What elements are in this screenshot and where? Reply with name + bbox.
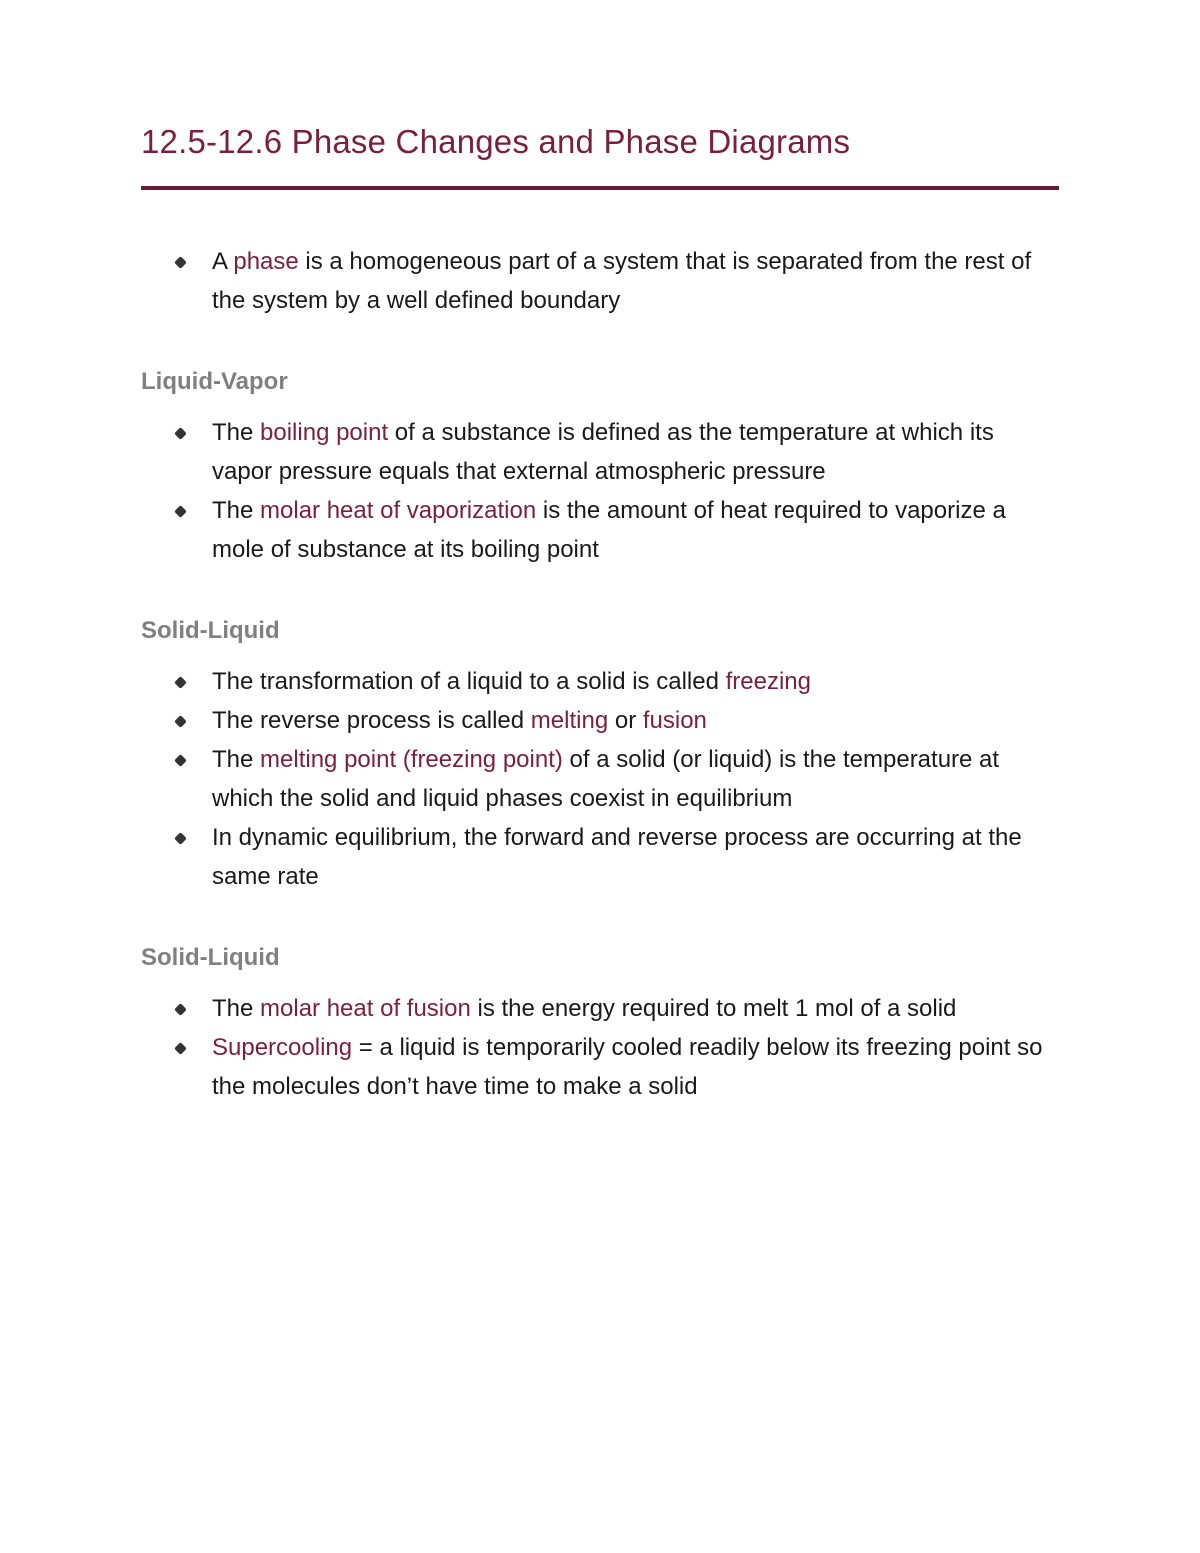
solid-liquid-list-2: [141, 989, 1059, 1106]
bullet-icon: [174, 676, 187, 689]
term-melting-point: melting point (freezing point): [260, 746, 563, 773]
term-fusion: fusion: [642, 707, 707, 734]
list-item-phase: A phase is a homogeneous part of a system that is separated from the rest of the system by a well defined boundary: [141, 242, 1059, 320]
term-melting: melting: [530, 707, 609, 734]
list-item-boiling-point: The boiling point of a substance is defined as the temperature at which its vapor pressure equals that external atmospheric pressure: [141, 413, 1059, 491]
list-item-heat-of-fusion: The molar heat of fusion is the energy required to melt 1 mol of a solid: [141, 989, 1059, 1028]
liquid-vapor-list: [141, 413, 1059, 569]
term-molar-heat-of-fusion: molar heat of fusion: [260, 995, 471, 1022]
section-heading-solid-liquid: Solid-Liquid: [141, 617, 280, 644]
bullet-icon: [174, 754, 187, 767]
document-page: [141, 118, 1059, 1106]
intro-list: [141, 242, 1059, 320]
list-item-heat-of-vaporization: The molar heat of vaporization is the amount of heat required to vaporize a mole of substance at its boiling point: [141, 491, 1059, 569]
section-heading-solid-liquid-2: Solid-Liquid: [141, 944, 280, 971]
bullet-icon: [174, 427, 187, 440]
solid-liquid-list: [141, 662, 1059, 896]
section-heading-liquid-vapor: Liquid-Vapor: [141, 368, 288, 395]
term-freezing: freezing: [725, 668, 811, 695]
bullet-icon: [174, 505, 187, 518]
list-item-dynamic-equilibrium: In dynamic equilibrium, the forward and reverse process are occurring at the same rate: [141, 818, 1059, 896]
document-title: 12.5-12.6 Phase Changes and Phase Diagrams: [141, 123, 851, 160]
term-boiling-point: boiling point: [260, 419, 389, 446]
term-molar-heat-of-vaporization: molar heat of vaporization: [260, 497, 537, 524]
bullet-icon: [174, 256, 187, 269]
list-item-freezing: The transformation of a liquid to a solid is called freezing: [141, 662, 1059, 701]
bullet-icon: [174, 715, 187, 728]
title-divider: [141, 186, 1059, 190]
list-item-supercooling: Supercooling = a liquid is temporarily cooled readily below its freezing point so the molecules don’t have time to make a solid: [141, 1028, 1059, 1106]
bullet-icon: [174, 1042, 187, 1055]
bullet-icon: [174, 832, 187, 845]
list-item-melting: The reverse process is called melting or fusion: [141, 701, 1059, 740]
bullet-icon: [174, 1003, 187, 1016]
term-phase: phase: [233, 248, 299, 275]
list-item-melting-point: The melting point (freezing point) of a solid (or liquid) is the temperature at which the solid and liquid phases coexist in equilibrium: [141, 740, 1059, 818]
term-supercooling: Supercooling: [212, 1034, 353, 1061]
